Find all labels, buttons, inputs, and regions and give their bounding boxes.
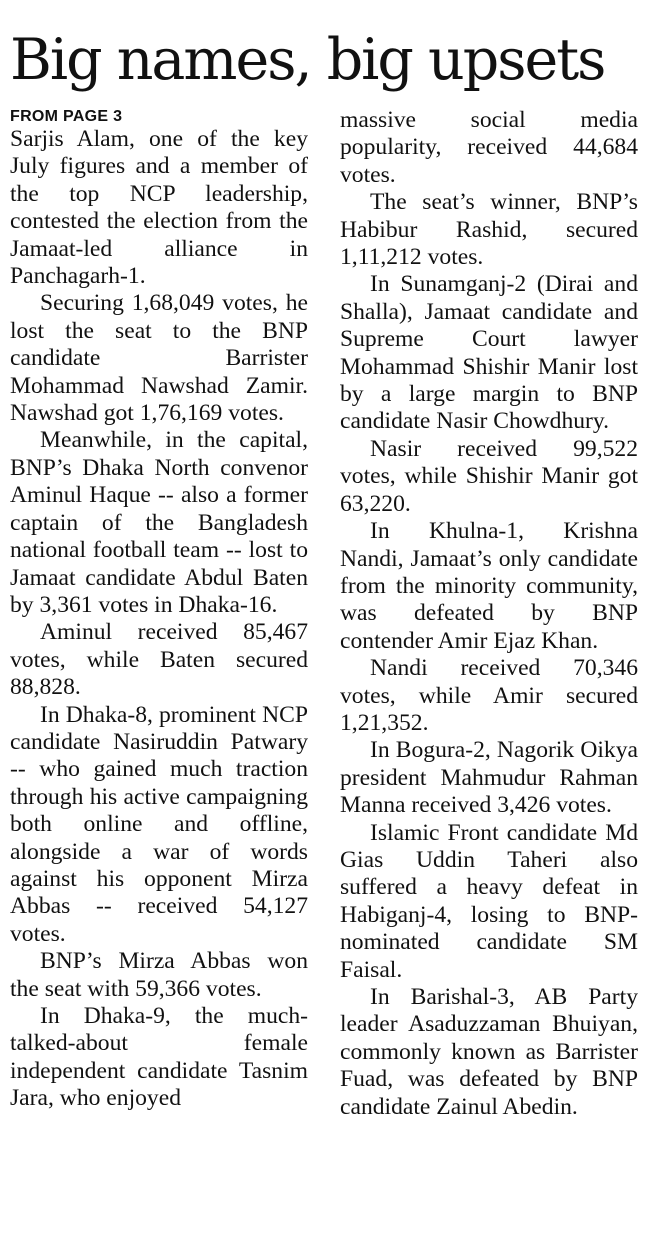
paragraph: Meanwhile, in the capital, BNP’s Dhaka North convenor Aminul Haque -- also a former captain of the Bangladesh national football team -- lost to Jamaat candidate Abdul Baten by 3,361 votes in Dhaka-16.	[10, 427, 308, 618]
paragraph-continued: massive social media popularity, received 44,684 votes.	[340, 107, 638, 188]
column-body-right	[340, 107, 638, 1121]
paragraph: The seat’s winner, BNP’s Habibur Rashid, secured 1,11,212 votes.	[340, 189, 638, 271]
article-column-left	[10, 107, 308, 1113]
article-column-right	[340, 107, 638, 1121]
paragraph: Aminul received 85,467 votes, while Baten secured 88,828.	[10, 619, 308, 701]
headline: Big names, big upsets	[10, 27, 605, 93]
paragraph: In Bogura-2, Nagorik Oikya president Mahmudur Rahman Manna received 3,426 votes.	[340, 737, 638, 819]
column-body-left	[10, 126, 308, 1113]
paragraph: Islamic Front candidate Md Gias Uddin Taheri also suffered a heavy defeat in Habiganj-4, losing to BNP-nominated candidate SM Faisal.	[340, 819, 638, 983]
paragraph: Securing 1,68,049 votes, he lost the seat to the BNP candidate Barrister Mohammad Nawshad Zamir. Nawshad got 1,76,169 votes.	[10, 290, 308, 427]
paragraph: Sarjis Alam, one of the key July figures and a member of the top NCP leadership, contested the election from the Jamaat-led alliance in Panchagarh-1.	[10, 126, 308, 290]
paragraph: In Dhaka-8, prominent NCP candidate Nasiruddin Patwary -- who gained much traction through his active campaigning both online and offline, alongside a war of words against his opponent Mirza Abbas -- received 54,127 votes.	[10, 701, 308, 947]
paragraph: In Sunamganj-2 (Dirai and Shalla), Jamaat candidate and Supreme Court lawyer Mohammad Shishir Manir lost by a large margin to BNP candidate Nasir Chowdhury.	[340, 271, 638, 435]
paragraph: Nasir received 99,522 votes, while Shishir Manir got 63,220.	[340, 435, 638, 517]
dateline: FROM PAGE 3	[10, 108, 123, 125]
paragraph: In Dhaka-9, the much-talked-about female independent candidate Tasnim Jara, who enjoyed	[10, 1003, 308, 1112]
paragraph: BNP’s Mirza Abbas won the seat with 59,366 votes.	[10, 948, 308, 1002]
paragraph: Nandi received 70,346 votes, while Amir secured 1,21,352.	[340, 655, 638, 736]
paragraph: In Khulna-1, Krishna Nandi, Jamaat’s only candidate from the minority community, was defeated by BNP contender Amir Ejaz Khan.	[340, 518, 638, 654]
paragraph: In Barishal-3, AB Party leader Asaduzzaman Bhuiyan, commonly known as Barrister Fuad, was defeated by BNP candidate Zainul Abedin.	[340, 984, 638, 1120]
